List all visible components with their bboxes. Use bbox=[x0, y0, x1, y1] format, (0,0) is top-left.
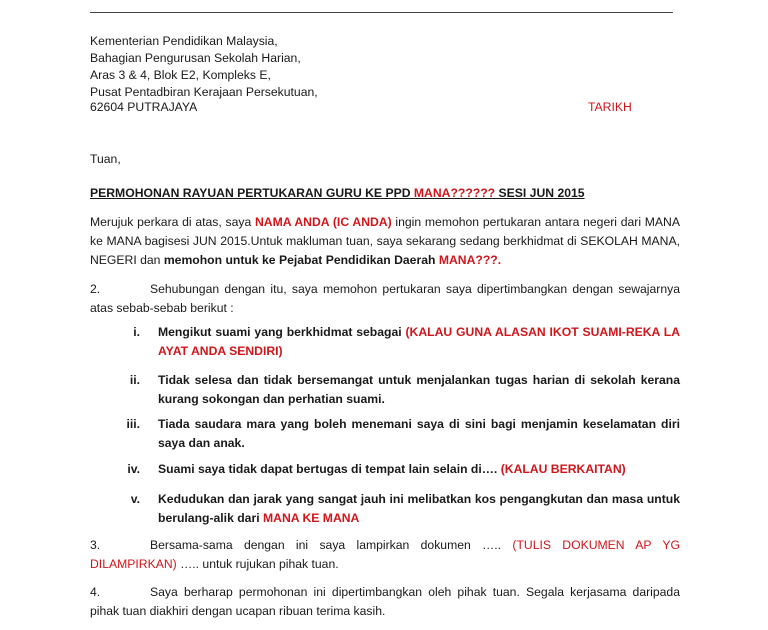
reason-number: v. bbox=[130, 492, 140, 506]
name-placeholder: NAMA ANDA (IC ANDA) bbox=[255, 215, 392, 229]
reason-note: MANA KE MANA bbox=[262, 511, 360, 525]
reason-number: ii. bbox=[129, 373, 140, 387]
intro-request: memohon untuk ke Pejabat Pendidikan Daerah bbox=[163, 253, 439, 267]
address-line: 62604 PUTRAJAYA bbox=[90, 100, 198, 114]
reason-text: Mengikut suami yang berkhidmat sebagai bbox=[158, 325, 406, 339]
paragraph-number: 3. bbox=[90, 538, 101, 552]
address-line: Aras 3 & 4, Blok E2, Kompleks E, bbox=[90, 68, 271, 82]
paragraph-number: 2. bbox=[90, 282, 101, 296]
paragraph-number: 4. bbox=[90, 585, 101, 599]
address-line: Pusat Pentadbiran Kerajaan Persekutuan, bbox=[90, 85, 318, 99]
reason-note: (KALAU GUNA ALASAN IKOT SUAMI-REKA LA AYAT ANDA SENDIRI) bbox=[158, 325, 680, 358]
salutation: Tuan, bbox=[90, 152, 121, 166]
intro-text: Merujuk perkara di atas, saya bbox=[90, 215, 255, 229]
paragraph-text: Bersama-sama dengan ini saya lampirkan dokumen ….. bbox=[150, 538, 513, 552]
subject-line bbox=[90, 186, 585, 201]
subject-session: SESI JUN 2015 bbox=[495, 186, 585, 200]
reason-text: Kedudukan dan jarak yang sangat jauh ini melibatkan kos pengangkutan dan masa untuk berulang-alik dari bbox=[158, 492, 680, 525]
subject-placeholder: MANA?????? bbox=[413, 186, 496, 200]
top-rule bbox=[90, 12, 673, 13]
paragraph-2 bbox=[90, 280, 680, 318]
reason-number: iii. bbox=[126, 417, 140, 431]
paragraph-4 bbox=[90, 583, 680, 621]
paragraph-text: Saya berharap permohonan ini dipertimbangkan oleh pihak tuan. Segala kerjasama daripada pihak tuan diakhiri dengan ucapan ribuan terima kasih. bbox=[90, 585, 680, 618]
document-placeholder: (TULIS DOKUMEN AP YG DILAMPIRKAN) bbox=[90, 538, 680, 571]
date-placeholder: TARIKH bbox=[588, 100, 632, 114]
subject-text: PERMOHONAN RAYUAN PERTUKARAN GURU KE PPD bbox=[90, 186, 414, 200]
reason-number: iv. bbox=[127, 462, 140, 476]
reason-note: (KALAU BERKAITAN) bbox=[500, 462, 626, 476]
paragraph-text: Sehubungan dengan itu, saya memohon pertukaran saya dipertimbangkan dengan sewajarnya atas sebab-sebab berikut : bbox=[90, 282, 680, 315]
address-line: Kementerian Pendidikan Malaysia, bbox=[90, 34, 278, 48]
ppd-placeholder: MANA???. bbox=[438, 253, 502, 267]
reason-text: Suami saya tidak dapat bertugas di tempat lain selain di…. bbox=[158, 462, 501, 476]
intro-text: ingin memohon pertukaran antara negeri dari MANA ke MANA bagisesi JUN 2015.Untuk makluman tuan, saya sekarang sedang berkhidmat di SEKOLAH MANA, NEGERI dan bbox=[90, 215, 680, 267]
reason-text: Tidak selesa dan tidak bersemangat untuk menjalankan tugas harian di sekolah kerana kurang sokongan dan perhatian suami. bbox=[158, 373, 680, 406]
address-line: Bahagian Pengurusan Sekolah Harian, bbox=[90, 51, 301, 65]
paragraph-text: ….. untuk rujukan pihak tuan. bbox=[176, 557, 339, 571]
paragraph-3 bbox=[90, 536, 680, 574]
reason-text: Tiada saudara mara yang boleh menemani saya di sini bagi menjamin keselamatan diri saya dan anak. bbox=[158, 417, 680, 450]
reason-number: i. bbox=[133, 325, 140, 339]
intro-paragraph bbox=[90, 213, 680, 270]
